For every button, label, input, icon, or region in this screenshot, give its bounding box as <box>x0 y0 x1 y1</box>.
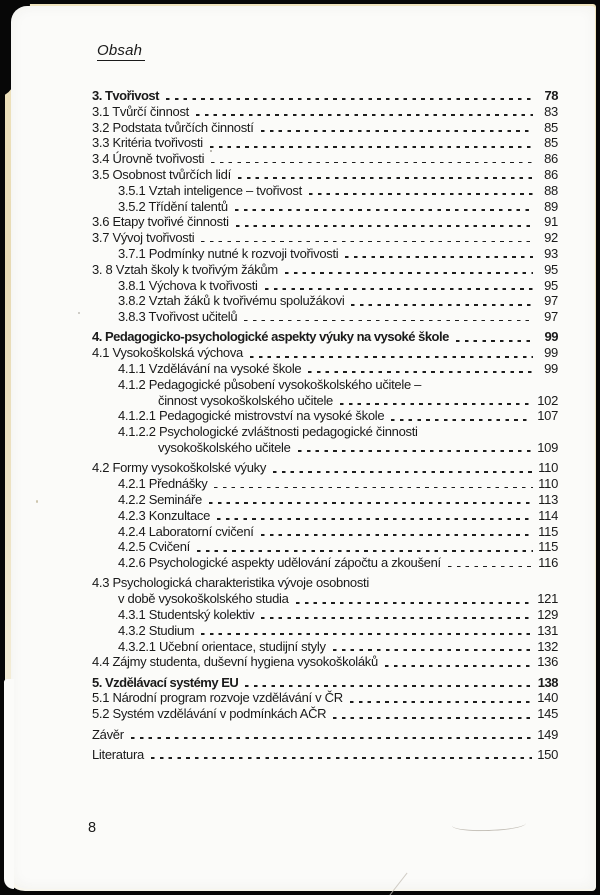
toc-leader-dots <box>333 649 533 651</box>
toc-list <box>92 88 558 763</box>
toc-page-number: 150 <box>537 746 558 762</box>
toc-page-number: 97 <box>544 309 558 325</box>
toc-leader-dots <box>309 193 533 195</box>
toc-entry-label: 4.2.6 Psychologické aspekty udělování zápočtu a zkoušení <box>118 555 441 571</box>
toc-entry-label: 4.2.4 Laboratorní cvičení <box>118 523 254 539</box>
toc-page-number: 115 <box>538 539 558 555</box>
toc-row <box>92 183 558 199</box>
toc-leader-dots <box>448 566 533 568</box>
toc-entry-label: 4.3 Psychologická charakteristika vývoje osobnosti <box>92 575 369 591</box>
toc-page-number: 109 <box>537 440 558 456</box>
toc-row <box>92 460 558 476</box>
toc-page-number: 88 <box>544 182 558 198</box>
toc-row <box>92 199 558 215</box>
toc-leader-dots <box>261 617 532 619</box>
toc-entry-label: 4.1.2.2 Psychologické zvláštnosti pedagogické činnosti <box>118 424 418 440</box>
toc-row <box>92 639 558 655</box>
toc-entry-label: 5.2 Systém vzdělávání v podmínkách AČR <box>92 706 327 722</box>
toc-row <box>92 167 558 183</box>
toc-leader-dots <box>238 177 533 179</box>
toc-leader-dots <box>131 737 532 739</box>
toc-leader-dots <box>209 502 533 504</box>
toc-page-number: 86 <box>544 166 558 182</box>
toc-leader-dots <box>385 665 532 667</box>
toc-page-number: 131 <box>537 622 558 638</box>
toc-page-number: 99 <box>544 361 558 377</box>
toc-entry-label: 4.4 Zájmy studenta, duševní hygiena vysokoškoláků <box>92 654 378 670</box>
toc-row <box>92 104 558 120</box>
toc-leader-dots <box>166 98 533 100</box>
toc-row <box>92 230 558 246</box>
paper-bottom-left-edge <box>4 679 14 889</box>
toc-entry-label: 4.1 Vysokoškolská výchova <box>92 345 243 361</box>
toc-row <box>92 377 558 393</box>
toc-entry-label: Závěr <box>92 726 124 742</box>
toc-row <box>92 607 558 623</box>
toc-entry-label: v době vysokoškolského studia <box>118 591 289 607</box>
toc-leader-dots <box>296 602 533 604</box>
scan-speck <box>210 150 212 152</box>
toc-row <box>92 408 558 424</box>
toc-entry-label: 3.5.2 Třídění talentů <box>118 198 228 214</box>
toc-entry-label: 4.1.1 Vzdělávání na vysoké škole <box>118 361 302 377</box>
toc-leader-dots <box>217 518 533 520</box>
toc-page-number: 89 <box>544 198 558 214</box>
toc-entry-label: 4.2.5 Cvičení <box>118 539 190 555</box>
toc-entry-label: 4.3.2.1 Učební orientace, studijní styly <box>118 638 326 654</box>
toc-row <box>92 476 558 492</box>
toc-entry-label: 5. Vzdělávací systémy EU <box>92 674 239 690</box>
toc-page-number: 110 <box>538 460 558 476</box>
toc-page-number: 121 <box>537 591 558 607</box>
scan-speck <box>78 312 80 314</box>
toc-leader-dots <box>196 114 533 116</box>
toc-page-number: 78 <box>544 88 558 103</box>
toc-leader-dots <box>345 256 533 258</box>
toc-entry-label: 3.7.1 Podmínky nutné k rozvoji tvořivosti <box>118 245 339 261</box>
toc-page-number: 116 <box>538 555 558 571</box>
toc-leader-dots <box>201 633 532 635</box>
toc-page-number: 91 <box>544 214 558 230</box>
toc-entry-label: 3.8.3 Tvořivost učitelů <box>118 309 238 325</box>
toc-row <box>92 329 558 345</box>
toc-row <box>92 690 558 706</box>
toc-page-number: 136 <box>537 654 558 670</box>
toc-entry-label: 3. 8 Vztah školy k tvořivým žákům <box>92 261 278 277</box>
toc-leader-dots <box>391 419 532 421</box>
toc-leader-dots <box>351 304 533 306</box>
toc-row <box>92 214 558 230</box>
toc-row <box>92 293 558 309</box>
toc-leader-dots <box>285 272 533 274</box>
toc-leader-dots <box>273 471 533 473</box>
toc-row <box>92 246 558 262</box>
toc-entry-label: 4.2 Formy vysokoškolské výuky <box>92 460 267 476</box>
toc-leader-dots <box>340 403 532 405</box>
toc-leader-dots <box>265 288 533 290</box>
toc-row <box>92 440 558 456</box>
toc-page-number: 93 <box>544 245 558 261</box>
toc-page-number: 129 <box>537 607 558 622</box>
toc-page-number: 86 <box>544 151 558 167</box>
toc-page-number: 138 <box>537 674 558 690</box>
toc-row <box>92 278 558 294</box>
toc-entry-label: 5.1 Národní program rozvoje vzdělávání v ČR <box>92 690 343 706</box>
toc-page-number: 145 <box>537 706 558 722</box>
toc-row <box>92 539 558 555</box>
toc-row <box>92 727 558 743</box>
toc-entry-label: 4.2.3 Konzultace <box>118 507 211 523</box>
toc-entry-label: 3.4 Úrovně tvořivosti <box>92 151 205 167</box>
toc-leader-dots <box>210 146 533 148</box>
toc-page-number: 95 <box>544 277 558 293</box>
toc-entry-label: 4. Pedagogicko-psychologické aspekty výuky na vysoké škole <box>92 329 449 345</box>
toc-leader-dots <box>261 534 533 536</box>
toc-page-number: 115 <box>538 523 558 539</box>
toc-page-number: 85 <box>544 119 558 135</box>
toc-page-number: 85 <box>544 135 558 151</box>
toc-leader-dots <box>244 320 533 322</box>
toc-row <box>92 555 558 571</box>
toc-leader-dots <box>214 487 533 489</box>
toc-entry-label: Literatura <box>92 746 144 762</box>
toc-row <box>92 675 558 691</box>
toc-row <box>92 575 558 591</box>
toc-leader-dots <box>245 685 533 687</box>
toc-leader-dots <box>236 225 533 227</box>
toc-leader-dots <box>211 162 533 164</box>
toc-page-number: 99 <box>544 329 558 345</box>
toc-page-number: 99 <box>544 345 558 361</box>
toc-page-number: 92 <box>544 230 558 246</box>
toc-row <box>92 135 558 151</box>
toc-entry-label: 3.7 Vývoj tvořivosti <box>92 230 195 246</box>
toc-page-number: 114 <box>538 507 558 523</box>
toc-row <box>92 262 558 278</box>
toc-entry-label: 3.8.1 Výchova k tvořivosti <box>118 277 258 293</box>
toc-page-number: 110 <box>538 476 558 492</box>
toc-leader-dots <box>298 450 533 452</box>
toc-row <box>92 623 558 639</box>
toc-entry-label: 4.3.2 Studium <box>118 622 195 638</box>
toc-entry-label: 4.1.2 Pedagogické působení vysokoškolského učitele – <box>118 376 422 392</box>
toc-entry-label: 3.2 Podstata tvůrčích činností <box>92 119 254 135</box>
toc-entry-label: 4.2.2 Semináře <box>118 491 202 507</box>
toc-entry-label: 3.1 Tvůrčí činnost <box>92 103 189 119</box>
toc-entry-label: 3. Tvořivost <box>92 88 159 103</box>
toc-entry-label: vysokoškolského učitele <box>158 440 291 456</box>
toc-leader-dots <box>333 717 532 719</box>
page-number: 8 <box>88 820 97 836</box>
toc-page-number: 132 <box>537 638 558 654</box>
toc-page-number: 107 <box>537 408 558 424</box>
toc-leader-dots <box>350 701 532 703</box>
toc-leader-dots <box>308 371 533 373</box>
toc-row <box>92 393 558 409</box>
page-title: Obsah <box>97 42 145 61</box>
toc-page-number: 97 <box>544 293 558 309</box>
toc-row <box>92 424 558 440</box>
toc-entry-label: 4.2.1 Přednášky <box>118 476 208 492</box>
toc-page-number: 95 <box>544 261 558 277</box>
toc-row <box>92 591 558 607</box>
toc-row <box>92 524 558 540</box>
toc-entry-label: činnost vysokoškolského učitele <box>158 392 333 408</box>
toc-leader-dots <box>250 356 533 358</box>
toc-row <box>92 88 558 104</box>
toc-page-number: 102 <box>537 392 558 408</box>
toc-entry-label: 3.8.2 Vztah žáků k tvořivému spolužákovi <box>118 293 345 309</box>
toc-entry-label: 4.3.1 Studentský kolektiv <box>118 607 255 622</box>
toc-leader-dots <box>261 130 533 132</box>
toc-entry-label: 4.1.2.1 Pedagogické mistrovství na vysoké škole <box>118 408 385 424</box>
toc-leader-dots <box>197 550 533 552</box>
toc-row <box>92 747 558 763</box>
toc-page-number: 149 <box>537 726 558 742</box>
toc-leader-dots <box>456 340 533 342</box>
toc-row <box>92 492 558 508</box>
toc-leader-dots <box>201 241 533 243</box>
toc-leader-dots <box>151 757 532 759</box>
toc-entry-label: 3.3 Kritéria tvořivosti <box>92 135 203 151</box>
toc-entry-label: 3.6 Etapy tvořivé činnosti <box>92 214 229 230</box>
toc-row <box>92 361 558 377</box>
toc-row <box>92 151 558 167</box>
toc-entry-label: 3.5 Osobnost tvůrčích lidí <box>92 166 231 182</box>
toc-row <box>92 706 558 722</box>
scan-speck <box>36 500 38 503</box>
toc-row <box>92 309 558 325</box>
toc-leader-dots <box>235 209 533 211</box>
toc-page-number: 113 <box>538 491 558 507</box>
toc-row <box>92 345 558 361</box>
toc-entry-label: 3.5.1 Vztah inteligence – tvořivost <box>118 182 302 198</box>
toc-row <box>92 654 558 670</box>
toc-row <box>92 120 558 136</box>
toc-page-number: 83 <box>544 103 558 119</box>
toc-row <box>92 508 558 524</box>
toc-page-number: 140 <box>537 690 558 706</box>
